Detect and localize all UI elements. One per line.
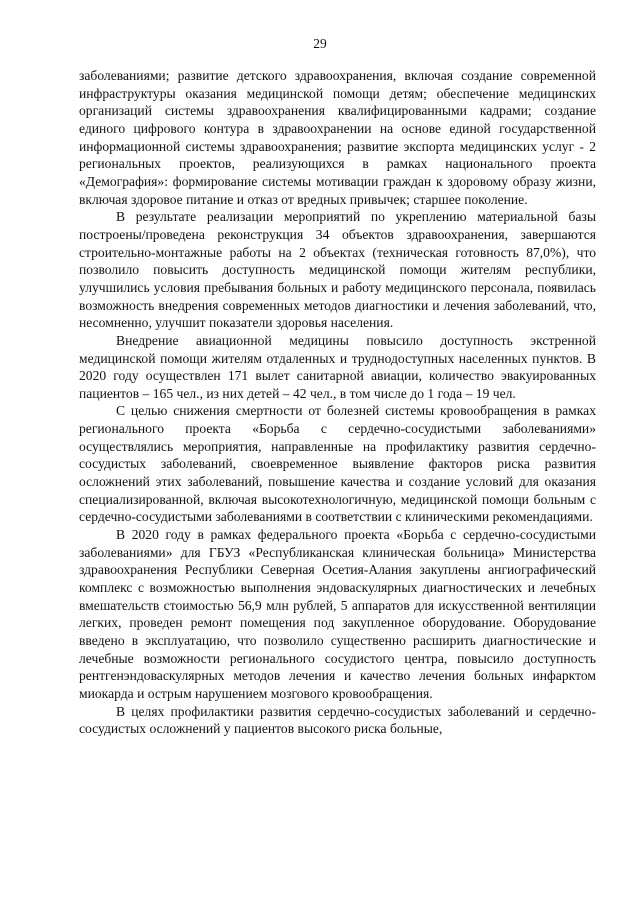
paragraph-continuation: заболеваниями; развитие детского здравоохранения, включая создание современной инфраструктуры оказания медицинской помощи детям; обеспечение медицинских организаций системы здравоохранения квалифицированными кадрами; создание единого цифрового контура в здравоохранении на основе единой государственной информационной системы здравоохранения; развитие экспорта медицинских услуг - 2 региональных проектов, реализующихся в рамках национального проекта «Демография»: формирование системы мотивации граждан к здоровому образу жизни, включая здоровое питание и отказ от вредных привычек; старшее поколение. [79,68,596,207]
paragraph-cardiovascular-project: С целью снижения смертности от болезней системы кровообращения в рамках регионального проекта «Борьба с сердечно-сосудистыми заболеваниями» осуществлялись мероприятия, направленные на профилактику развития сердечно-сосудистых заболеваний, своевременное выявление факторов риска развития осложнений этих заболеваний, повышение качества и создание условий для оказания специализированной, включая высокотехнологичную, медицинской помощи больным с сердечно-сосудистыми заболеваниями в соответствии с клиническими рекомендациями. [79,403,596,525]
document-body [79,67,596,738]
paragraph-prevention: В целях профилактики развития сердечно-сосудистых заболеваний и сердечно-сосудистых осложнений у пациентов высокого риска больные, [79,703,596,737]
page-number: 29 [313,36,327,51]
paragraph-material-base: В результате реализации мероприятий по укреплению материальной базы построены/проведена реконструкция 34 объектов здравоохранения, завершаются строительно-монтажные работы на 2 объектах (техническая готовность 87,0%), что позволило повысить доступность медицинской помощи жителям республики, улучшились условия пребывания больных и работу медицинского персонала, появилась возможность внедрения современных методов диагностики и лечения заболеваний, что, несомненно, улучшит показатели здоровья населения. [79,209,596,331]
paragraph-aviation-medicine: Внедрение авиационной медицины повысило доступность экстренной медицинской помощи жителям отдаленных и труднодоступных населенных пунктов. В 2020 году осуществлен 171 вылет санитарной авиации, количество эвакуированных пациентов – 165 чел., из них детей – 42 чел., в том числе до 1 года – 19 чел. [79,332,596,401]
paragraph-federal-project-2020: В 2020 году в рамках федерального проекта «Борьба с сердечно-сосудистыми заболеваниями» для ГБУЗ «Республиканская клиническая больница» Министерства здравоохранения Республики Северная Осетия-Алания закуплены ангиографический комплекс с возможностью выполнения эндоваскулярных диагностических и лечебных вмешательств стоимостью 56,9 млн рублей, 5 аппаратов для искусственной вентиляции легких, проведен ремонт помещения под закупленное оборудование. Оборудование введено в эксплуатацию, что позволило существенно расширить диагностические и лечебные возможности регионального сосудистого центра, повысило доступность рентгенэндоваскулярных методов лечения и качество лечения больных инфарктом миокарда и острым нарушением мозгового кровообращения. [79,527,596,701]
